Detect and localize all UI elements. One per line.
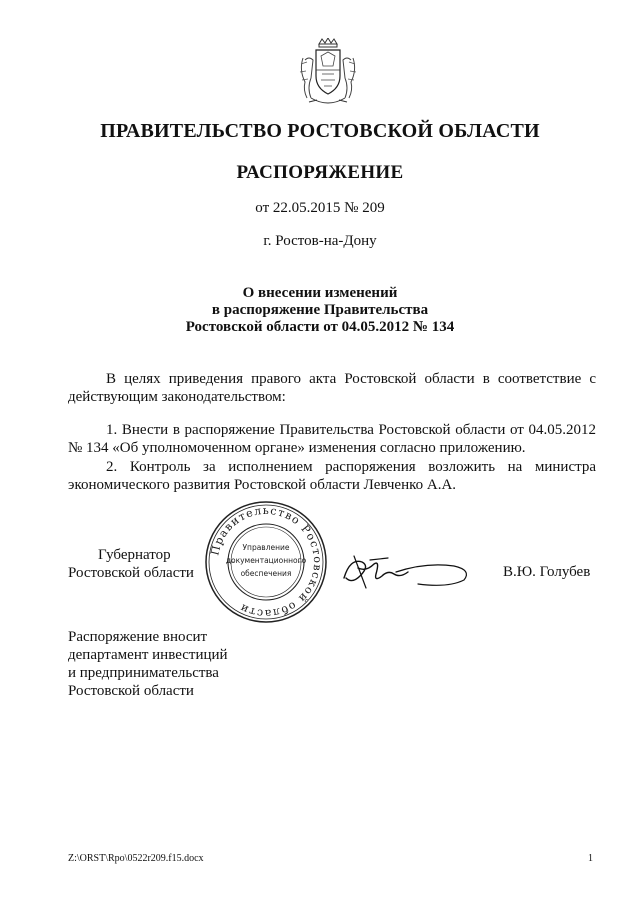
document-subject [0,285,640,336]
coat-of-arms-icon [297,38,359,108]
document-date-number: от 22.05.2015 № 209 [255,200,385,216]
submitter-line-1: Распоряжение вносит [68,629,208,645]
document-type: РАСПОРЯЖЕНИЕ [236,162,404,183]
signatory-role-line-1: Губернатор [98,547,171,563]
stamp-inner-line-1: Управление [242,543,290,552]
submitter-line-2: департамент инвестиций [68,647,228,663]
stamp-outer-text: Правительство Ростовской области [208,503,325,621]
subject-line-3: Ростовской области от 04.05.2012 № 134 [185,319,455,335]
submitter-block [68,628,288,700]
item-2-paragraph: 2. Контроль за исполнением распоряжения возложить на министра экономического развития Ростовской области Левченко А.А. [68,459,596,493]
item-1-paragraph: 1. Внести в распоряжение Правительства Ростовской области от 04.05.2012 № 134 «Об уполномоченном органе» изменения согласно приложению. [68,422,596,456]
footer-file-path: Z:\ORST\Rpo\0522r209.f15.docx [68,853,204,864]
stamp-inner-line-3: обеспечения [240,569,292,578]
handwritten-signature-icon [336,548,476,594]
signatory-role-line-2: Ростовской области [68,565,194,581]
subject-line-2: в распоряжение Правительства [211,302,429,318]
submitter-line-3: и предпринимательства [68,665,219,681]
footer-page-number: 1 [588,853,593,864]
submitter-line-4: Ростовской области [68,683,194,699]
stamp-inner-line-2: документационного [225,556,307,565]
signatory-name: В.Ю. Голубев [503,564,591,580]
subject-line-1: О внесении изменений [242,285,398,301]
official-stamp-icon [204,500,328,624]
organization-title: ПРАВИТЕЛЬСТВО РОСТОВСКОЙ ОБЛАСТИ [100,120,540,142]
intro-paragraph: В целях приведения правого акта Ростовской области в соответствие с действующим законодательством: [68,371,596,405]
document-city: г. Ростов-на-Дону [263,233,377,249]
